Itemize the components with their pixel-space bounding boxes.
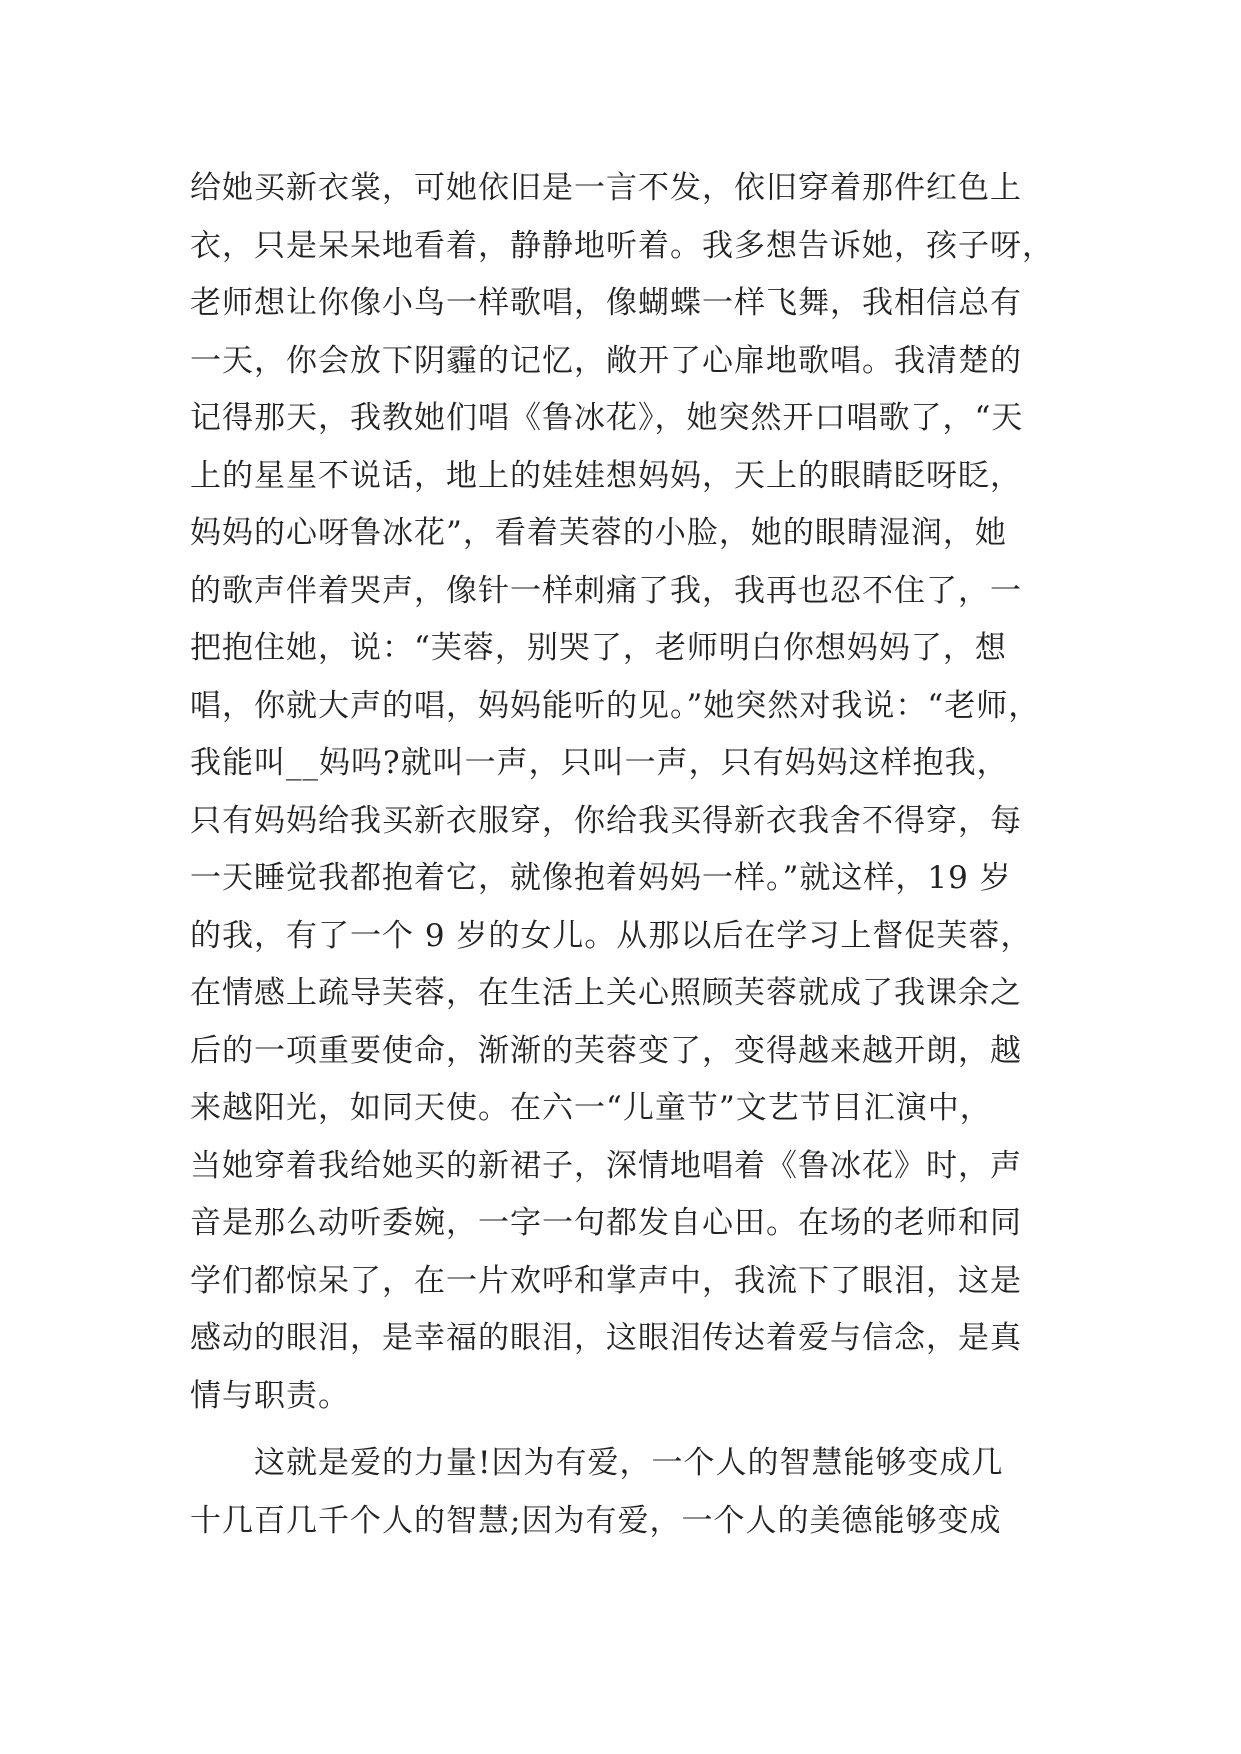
text-line: 后的一项重要使命，渐渐的芙蓉变了，变得越来越开朗，越 — [190, 1032, 1022, 1069]
text-line: 这就是爱的力量!因为有爱，一个人的智慧能够变成几 — [190, 1445, 1004, 1481]
text-line: 我能叫__妈吗?就叫一声，只叫一声，只有妈妈这样抱我， — [190, 745, 1009, 781]
text-line: 唱，你就大声的唱，妈妈能听的见。”她突然对我说：“老师， — [190, 687, 1041, 724]
paragraph-1 — [190, 160, 1070, 1425]
text-line: 老师想让你像小鸟一样歌唱，像蝴蝶一样飞舞，我相信总有 — [190, 285, 1022, 321]
text-line: 只有妈妈给我买新衣服穿，你给我买得新衣我舍不得穿，每 — [190, 802, 1022, 839]
text-line: 上的星星不说话，地上的娃娃想妈妈，天上的眼睛眨呀眨， — [190, 457, 1022, 494]
text-line: 一天睡觉我都抱着它，就像抱着妈妈一样。”就这样，19 岁 — [190, 860, 1012, 896]
text-line: 学们都惊呆了，在一片欢呼和掌声中，我流下了眼泪，这是 — [190, 1262, 1022, 1299]
text-line: 十几百几千个人的智慧;因为有爱，一个人的美德能够变成 — [190, 1502, 1002, 1539]
paragraph-spacer — [190, 1425, 1070, 1435]
text-line: 给她买新衣裳，可她依旧是一言不发，依旧穿着那件红色上 — [190, 170, 1022, 206]
document-body — [190, 160, 1070, 1550]
text-line: 感动的眼泪，是幸福的眼泪，这眼泪传达着爱与信念，是真 — [190, 1320, 1022, 1356]
text-line: 把抱住她，说：“芙蓉，别哭了，老师明白你想妈妈了，想 — [190, 630, 1007, 666]
text-line: 情与职责。 — [190, 1377, 350, 1414]
text-line: 一天，你会放下阴霾的记忆，敞开了心扉地歌唱。我清楚的 — [190, 342, 1022, 379]
text-line: 的我，有了一个 9 岁的女儿。从那以后在学习上督促芙蓉， — [190, 917, 1033, 954]
text-line: 当她穿着我给她买的新裙子，深情地唱着《鲁冰花》时，声 — [190, 1147, 1022, 1184]
text-line: 记得那天，我教她们唱《鲁冰花》，她突然开口唱歌了，“天 — [190, 400, 1024, 436]
text-line: 的歌声伴着哭声，像针一样刺痛了我，我再也忍不住了，一 — [190, 572, 1022, 609]
text-line: 音是那么动听委婉，一字一句都发自心田。在场的老师和同 — [190, 1205, 1022, 1241]
text-line: 衣，只是呆呆地看着，静静地听着。我多想告诉她，孩子呀， — [190, 227, 1054, 264]
text-line: 妈妈的心呀鲁冰花”，看着芙蓉的小脸，她的眼睛湿润，她 — [190, 515, 1007, 551]
paragraph-2 — [190, 1435, 1070, 1550]
text-line: 来越阳光，如同天使。在六一“儿童节”文艺节目汇演中， — [190, 1090, 992, 1126]
text-line: 在情感上疏导芙蓉，在生活上关心照顾芙蓉就成了我课余之 — [190, 975, 1022, 1011]
